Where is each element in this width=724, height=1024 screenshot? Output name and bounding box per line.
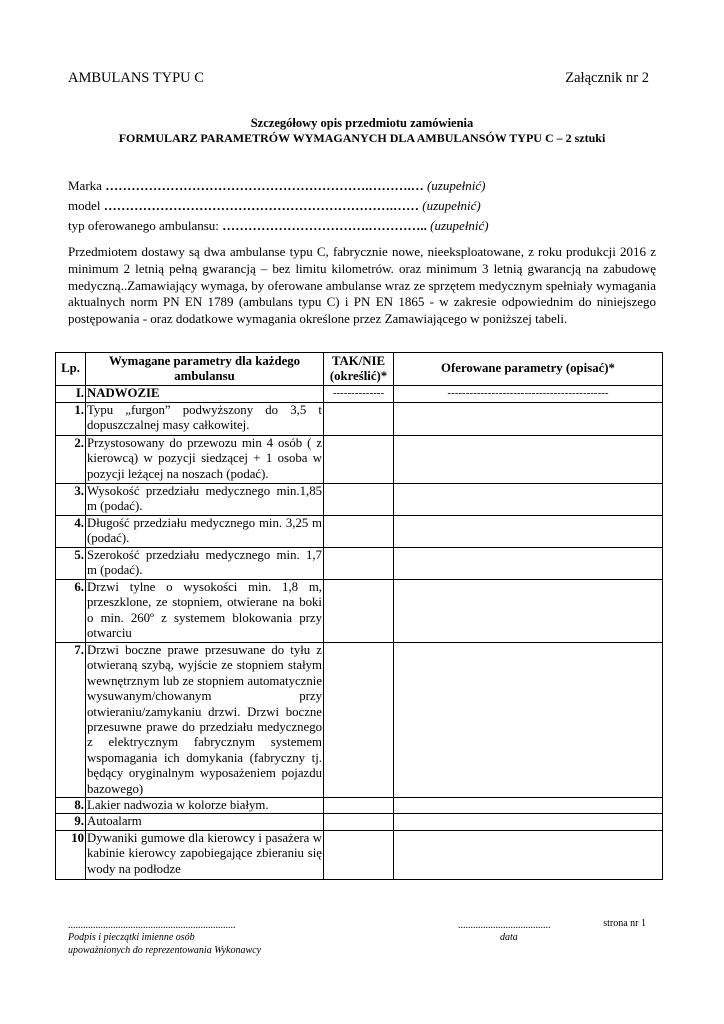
offered-cell[interactable]	[394, 580, 663, 643]
row-lp: 10	[56, 830, 86, 879]
row-lp: 6.	[56, 580, 86, 643]
fill-dots: ………………………………………………………….……	[103, 198, 419, 213]
row-lp: 9.	[56, 814, 86, 830]
header-offered: Oferowane parametry (opisać)*	[394, 353, 663, 386]
taknie-cell[interactable]	[324, 516, 394, 548]
offered-cell[interactable]	[394, 830, 663, 879]
table-row	[56, 548, 663, 580]
row-text: Dywaniki gumowe dla kierowcy i pasażera w kabinie kierowcy zapobiegające zbieraniu się wody na podłodze	[86, 830, 324, 879]
header-taknie: TAK/NIE (określić)*	[324, 353, 394, 386]
fill-dots: …………………………….…………..	[222, 218, 427, 233]
field-hint: (uzupełnić)	[430, 218, 489, 233]
taknie-cell[interactable]	[324, 484, 394, 516]
section-dash: --------------	[324, 386, 394, 403]
date-line: .....................................	[458, 920, 551, 931]
intro-paragraph: Przedmiotem dostawy są dwa ambulanse typu C, fabrycznie nowe, nieeksploatowane, z roku produkcji 2016 z minimum 2 letnią pełną gwarancją – bez limitu kilometrów. oraz minimum 3 letnią gwarancją na zabudowę medyczną..Zamawiający wymaga, by oferowane ambulanse wraz ze sprzętem medycznym spełniały wymagania aktualnych norm PN EN 1789 (ambulans typu C) i PN EN 1865 - w zakresie odpowiednim do niniejszego postępowania - oraz dodatkowe wymagania określone przez Zamawiającego w poniższej tabeli.	[68, 244, 656, 327]
field-hint: (uzupełnić)	[422, 198, 481, 213]
row-text: Typu „furgon” podwyższony do 3,5 t dopuszczalnej masy całkowitej.	[86, 403, 324, 436]
row-text: Wysokość przedziału medycznego min.1,85 m (podać).	[86, 484, 324, 516]
taknie-cell[interactable]	[324, 643, 394, 798]
field-label: Marka	[68, 178, 102, 193]
table-row	[56, 830, 663, 879]
row-text: Drzwi tylne o wysokości min. 1,8 m, przeszklone, ze stopniem, otwierane na boki o min. 260º z systemem blokowania przy otwarciu	[86, 580, 324, 643]
row-lp: 4.	[56, 516, 86, 548]
row-text: Lakier nadwozia w kolorze białym.	[86, 798, 324, 814]
section-name: NADWOZIE	[86, 386, 324, 403]
table-row	[56, 436, 663, 484]
taknie-cell[interactable]	[324, 814, 394, 830]
table-row	[56, 484, 663, 516]
header-left: AMBULANS TYPU C	[68, 70, 204, 86]
table-row	[56, 814, 663, 830]
taknie-cell[interactable]	[324, 798, 394, 814]
offered-cell[interactable]	[394, 798, 663, 814]
row-text: Autoalarm	[86, 814, 324, 830]
row-lp: 1.	[56, 403, 86, 436]
row-lp: 5.	[56, 548, 86, 580]
taknie-cell[interactable]	[324, 548, 394, 580]
table-row	[56, 643, 663, 798]
table-row	[56, 798, 663, 814]
header-right: Załącznik nr 2	[565, 70, 649, 86]
row-lp: 8.	[56, 798, 86, 814]
section-row	[56, 386, 663, 403]
signature-line: ...................................................................	[68, 920, 236, 931]
field-typ	[68, 218, 489, 234]
taknie-cell[interactable]	[324, 580, 394, 643]
row-text: Długość przedziału medycznego min. 3,25 m (podać).	[86, 516, 324, 548]
field-marka	[68, 178, 485, 194]
row-lp: 2.	[56, 436, 86, 484]
offered-cell[interactable]	[394, 403, 663, 436]
section-lp: I.	[56, 386, 86, 403]
page-number: strona nr 1	[603, 918, 646, 929]
field-hint: (uzupełnić)	[426, 178, 486, 193]
table-row	[56, 580, 663, 643]
row-text: Drzwi boczne prawe przesuwane do tyłu z otwieraną szybą, wyjście ze stopniem stałym wewnętrznym lub ze stopniem automatycznie wysuwanym/chowanym przy otwieraniu/zamykaniu drzwi. Drzwi boczne przesuwne prawe do przedziału medycznego z elektrycznym fabrycznym systemem wspomagania ich domykania (fabryczny tj. będący oryginalnym wyposażeniem pojazdu bazowego)	[87, 643, 322, 796]
offered-cell[interactable]	[394, 436, 663, 484]
offered-cell[interactable]	[394, 548, 663, 580]
fill-dots: …………………………………………………….……….…	[105, 178, 424, 193]
parameters-table	[55, 352, 663, 880]
taknie-cell[interactable]	[324, 436, 394, 484]
field-label: typ oferowanego ambulansu:	[68, 218, 219, 233]
table-header-row	[56, 353, 663, 386]
field-model	[68, 198, 481, 214]
taknie-cell[interactable]	[324, 403, 394, 436]
date-label: data	[500, 932, 518, 943]
section-dash: --------------------------------------------	[394, 386, 663, 403]
signature-label: Podpis i pieczątki imienne osób	[68, 932, 195, 943]
table-row	[56, 403, 663, 436]
table-row	[56, 516, 663, 548]
offered-cell[interactable]	[394, 643, 663, 798]
header-lp: Lp.	[56, 353, 86, 386]
document-title: Szczegółowy opis przedmiotu zamówienia	[250, 116, 474, 130]
offered-cell[interactable]	[394, 516, 663, 548]
row-lp: 7.	[56, 643, 86, 798]
offered-cell[interactable]	[394, 484, 663, 516]
row-lp: 3.	[56, 484, 86, 516]
offered-cell[interactable]	[394, 814, 663, 830]
field-label: model	[68, 198, 101, 213]
row-text: Szerokość przedziału medycznego min. 1,7 m (podać).	[86, 548, 324, 580]
document-subtitle: FORMULARZ PARAMETRÓW WYMAGANYCH DLA AMBULANSÓW TYPU C – 2 sztuki	[118, 131, 606, 145]
header-params: Wymagane parametry dla każdego ambulansu	[86, 353, 324, 386]
row-text: Przystosowany do przewozu min 4 osób ( z kierowcą) w pozycji siedzącej + 1 osoba w pozycji leżącej na noszach (podać).	[86, 436, 324, 484]
signature-label-2: upoważnionych do reprezentowania Wykonawcy	[68, 945, 262, 956]
taknie-cell[interactable]	[324, 830, 394, 879]
